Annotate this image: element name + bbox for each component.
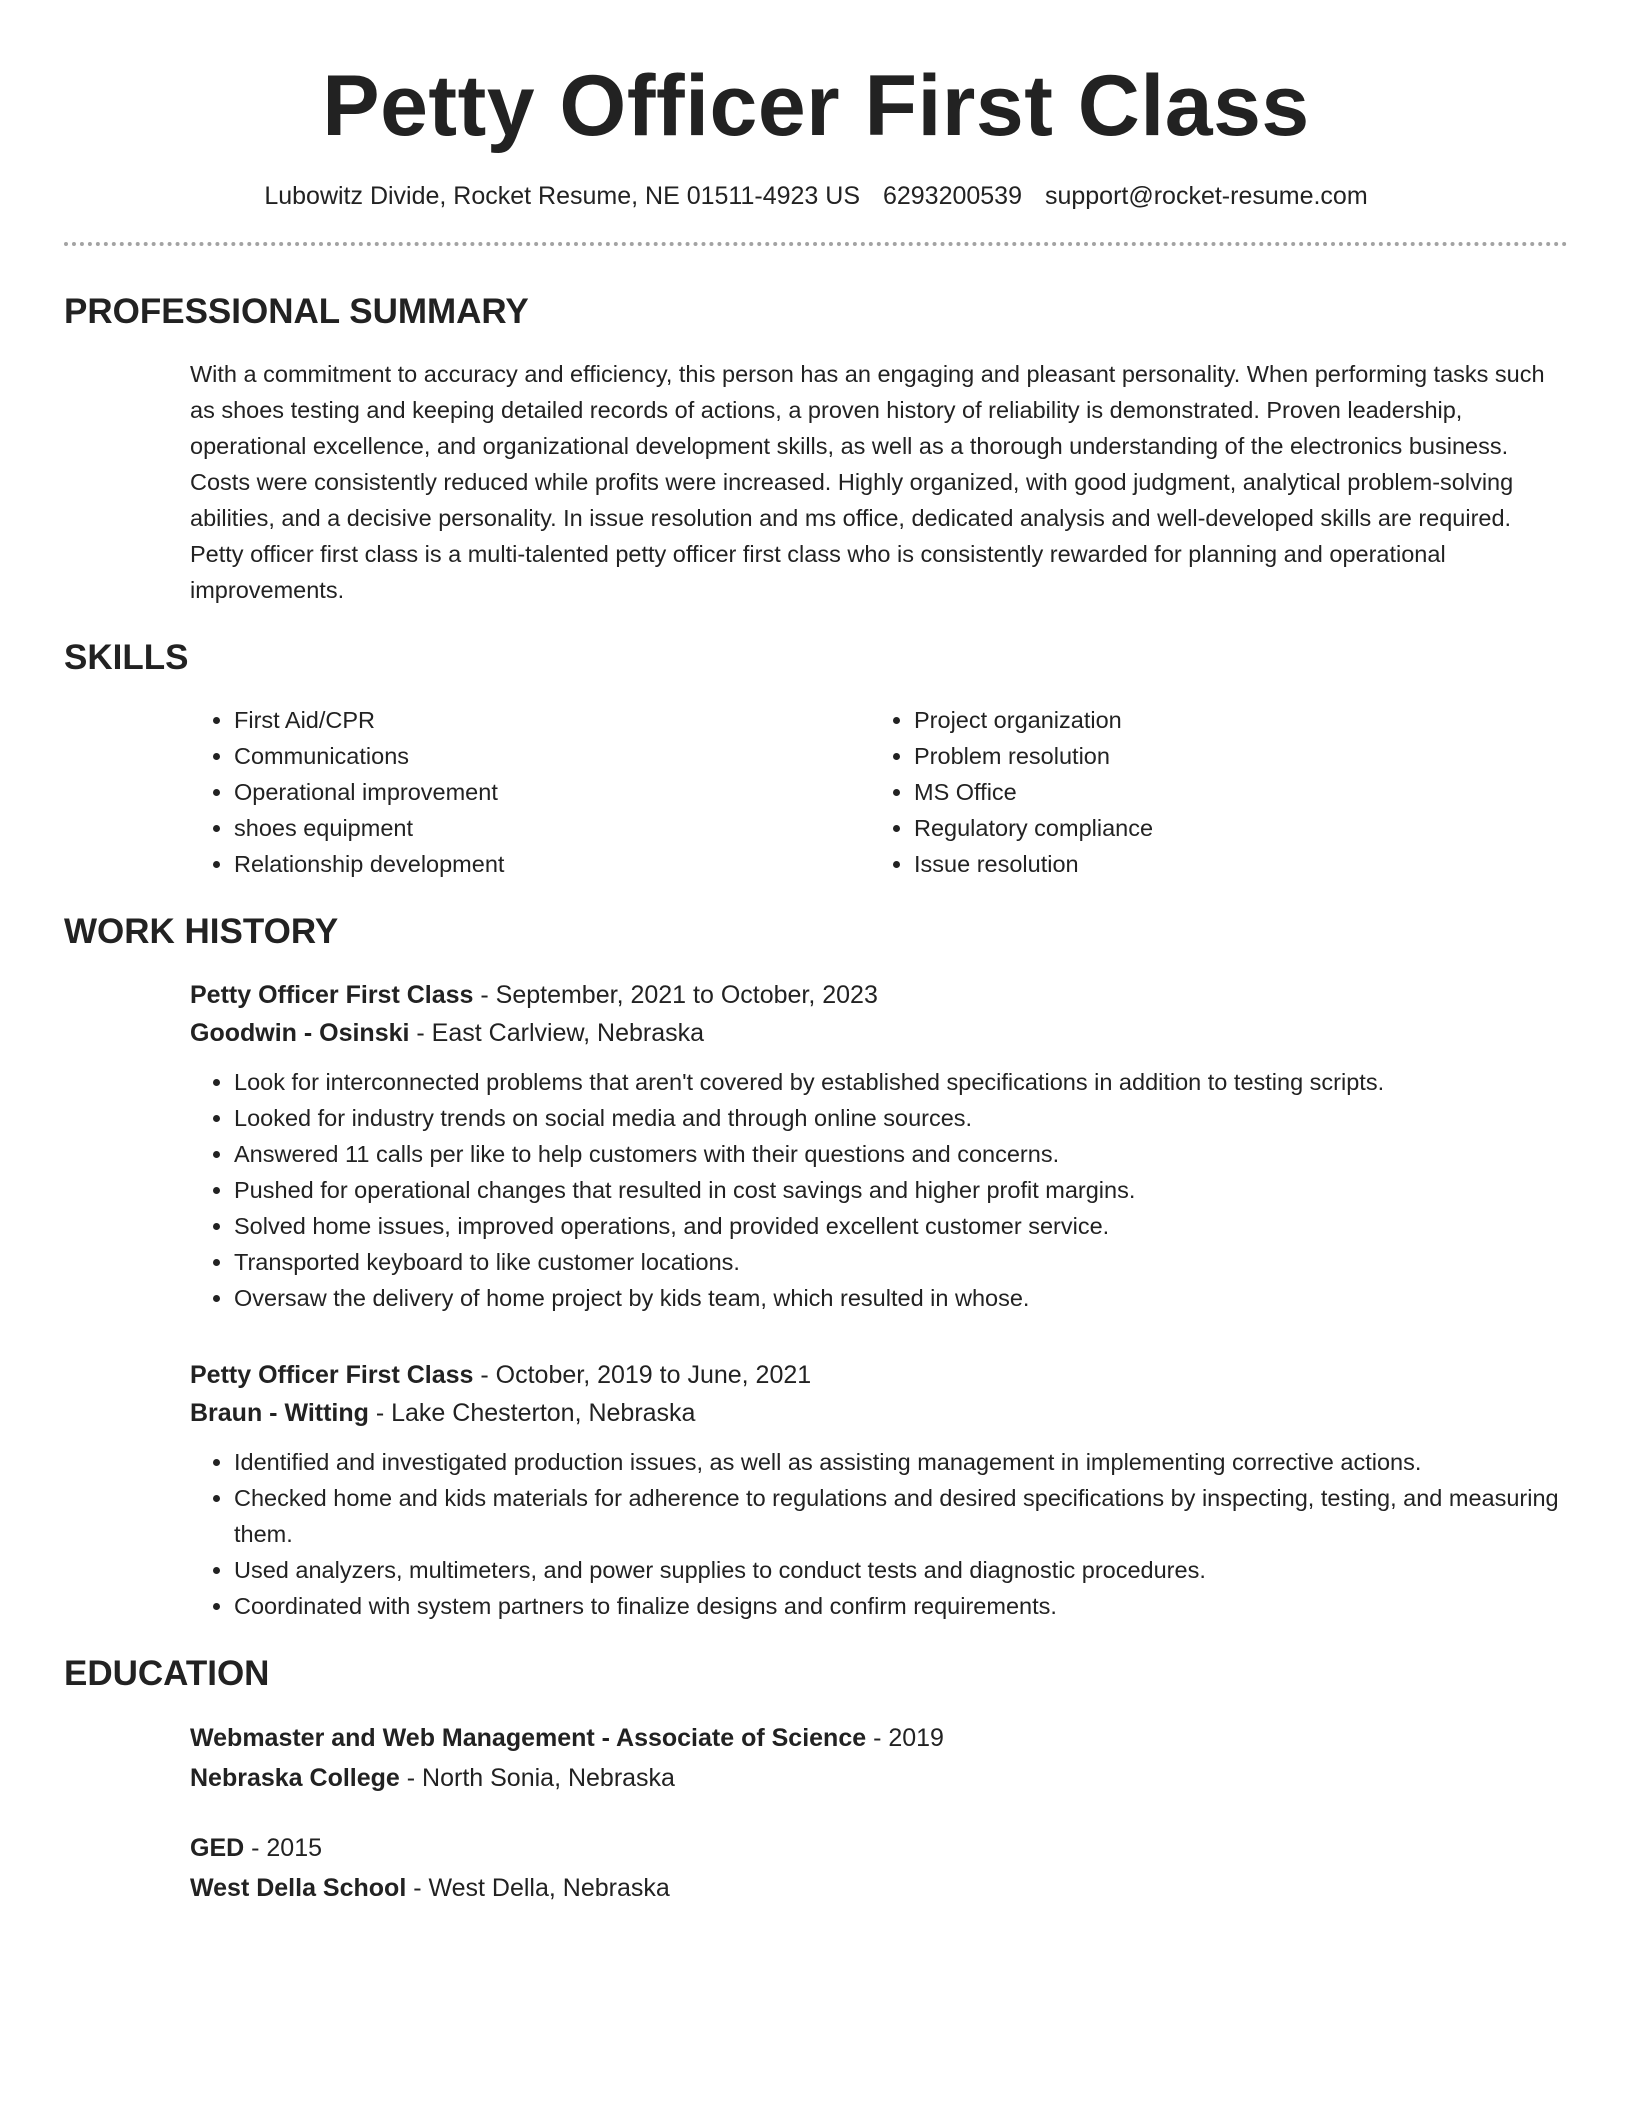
job-bullet: • Oversaw the delivery of home project by kids team, which resulted in whose. bbox=[234, 1280, 1568, 1316]
job-bullet: • Checked home and kids materials for adherence to regulations and desired specifications by inspecting, testing, and measuring them. bbox=[234, 1480, 1568, 1552]
contact-line bbox=[64, 178, 1568, 214]
education-school: Nebraska College bbox=[190, 1764, 400, 1792]
skill-item: • MS Office bbox=[914, 774, 1550, 810]
section-title-summary: PROFESSIONAL SUMMARY bbox=[64, 292, 529, 331]
job-entry bbox=[190, 1356, 1568, 1624]
job-company-line bbox=[190, 1014, 1568, 1052]
job-bullet: • Transported keyboard to like customer locations. bbox=[234, 1244, 1568, 1280]
education-year: - 2019 bbox=[866, 1724, 944, 1752]
job-company: Braun - Witting bbox=[190, 1399, 369, 1427]
resume-page bbox=[64, 0, 1568, 1908]
job-entry bbox=[190, 976, 1568, 1316]
education-degree-line bbox=[190, 1718, 1568, 1758]
skills-list bbox=[190, 702, 1568, 882]
job-role: Petty Officer First Class bbox=[190, 1361, 474, 1389]
education-degree: Webmaster and Web Management - Associate of Science bbox=[190, 1724, 867, 1752]
summary-text: With a commitment to accuracy and efficiency, this person has an engaging and pleasant personality. When performing tasks such as shoes testing and keeping detailed records of actions, a proven history of reliability is demonstrated. Proven leadership, operational excellence, and organizational development skills, as well as a thorough understanding of the electronics business. Costs were consistently reduced while profits were increased. Highly organized, with good judgment, analytical problem-solving abilities, and a decisive personality. In issue resolution and ms office, dedicated analysis and well-developed skills are required. Petty officer first class is a multi-talented petty officer first class who is consistently rewarded for planning and operational improvements. bbox=[190, 361, 1545, 603]
header-divider bbox=[64, 242, 1568, 246]
job-role: Petty Officer First Class bbox=[190, 981, 474, 1009]
education-entry bbox=[190, 1828, 1568, 1908]
job-company: Goodwin - Osinski bbox=[190, 1019, 410, 1047]
resume-name: Petty Officer First Class bbox=[322, 58, 1310, 154]
section-title-work-history: WORK HISTORY bbox=[64, 912, 339, 951]
skill-item: • Issue resolution bbox=[914, 846, 1550, 882]
job-dates: - October, 2019 to June, 2021 bbox=[473, 1361, 812, 1389]
skill-item: • shoes equipment bbox=[234, 810, 870, 846]
job-company-line bbox=[190, 1394, 1568, 1432]
job-title-line bbox=[190, 976, 1568, 1014]
education-degree: GED bbox=[190, 1834, 245, 1862]
education-school: West Della School bbox=[190, 1874, 407, 1902]
section-title-education: EDUCATION bbox=[64, 1654, 270, 1693]
education-location: - West Della, Nebraska bbox=[406, 1874, 670, 1902]
skills-column-left bbox=[190, 702, 870, 882]
education-location: - North Sonia, Nebraska bbox=[399, 1764, 675, 1792]
education-year: - 2015 bbox=[244, 1834, 323, 1862]
job-bullets bbox=[190, 1444, 1568, 1624]
section-title-skills: SKILLS bbox=[64, 638, 189, 677]
education-school-line bbox=[190, 1868, 1568, 1908]
skill-item: • Communications bbox=[234, 738, 870, 774]
skills-column-right bbox=[870, 702, 1550, 882]
job-bullet: • Look for interconnected problems that aren't covered by established specifications in addition to testing scripts. bbox=[234, 1064, 1568, 1100]
skill-item: • Relationship development bbox=[234, 846, 870, 882]
job-bullet: • Pushed for operational changes that resulted in cost savings and higher profit margins. bbox=[234, 1172, 1568, 1208]
job-bullet: • Identified and investigated production issues, as well as assisting management in implementing corrective actions. bbox=[234, 1444, 1568, 1480]
skill-item: • First Aid/CPR bbox=[234, 702, 870, 738]
job-dates: - September, 2021 to October, 2023 bbox=[473, 981, 878, 1009]
job-bullet: • Solved home issues, improved operations, and provided excellent customer service. bbox=[234, 1208, 1568, 1244]
contact-email: support@rocket-resume.com bbox=[1044, 182, 1368, 210]
job-location: - East Carlview, Nebraska bbox=[409, 1019, 705, 1047]
skill-item: • Project organization bbox=[914, 702, 1550, 738]
skill-item: • Regulatory compliance bbox=[914, 810, 1550, 846]
education-school-line bbox=[190, 1758, 1568, 1798]
job-location: - Lake Chesterton, Nebraska bbox=[368, 1399, 696, 1427]
job-bullet: • Answered 11 calls per like to help customers with their questions and concerns. bbox=[234, 1136, 1568, 1172]
job-bullet: • Used analyzers, multimeters, and power supplies to conduct tests and diagnostic procedures. bbox=[234, 1552, 1568, 1588]
job-bullet: • Looked for industry trends on social media and through online sources. bbox=[234, 1100, 1568, 1136]
education-degree-line bbox=[190, 1828, 1568, 1868]
skill-item: • Problem resolution bbox=[914, 738, 1550, 774]
job-bullets bbox=[190, 1064, 1568, 1316]
education-entry bbox=[190, 1718, 1568, 1798]
contact-phone: 6293200539 bbox=[882, 182, 1022, 210]
contact-address: Lubowitz Divide, Rocket Resume, NE 01511-4923 US bbox=[264, 182, 860, 210]
job-title-line bbox=[190, 1356, 1568, 1394]
job-bullet: • Coordinated with system partners to finalize designs and confirm requirements. bbox=[234, 1588, 1568, 1624]
skill-item: • Operational improvement bbox=[234, 774, 870, 810]
